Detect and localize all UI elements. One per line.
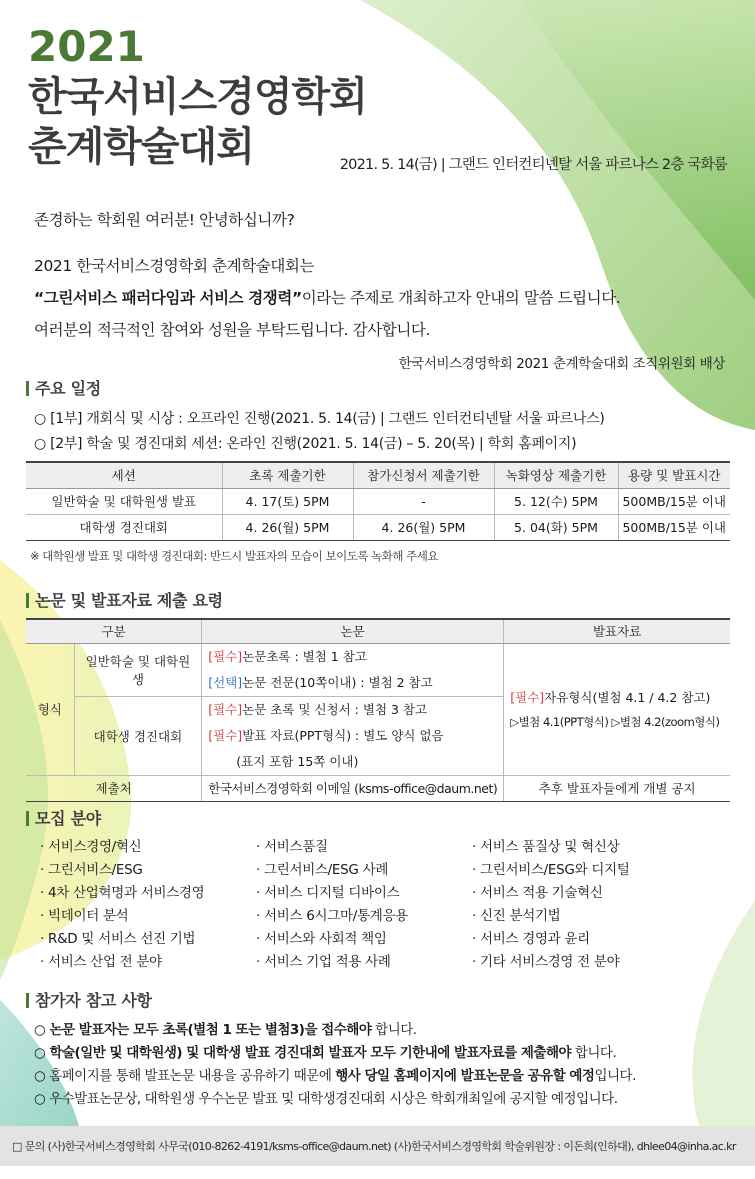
table-header: 참가신청서 제출기한 (353, 462, 494, 488)
section-bar (26, 993, 29, 1008)
fields-column-1 (40, 836, 204, 974)
note-emphasis: 행사 당일 홈페이지에 발표논문을 공유할 예정 (335, 1068, 595, 1084)
table-header: 구분 (26, 619, 202, 643)
optional-tag: [선택] (208, 674, 243, 690)
list-item: · 서비스품질 (256, 839, 328, 855)
section-bar (26, 593, 29, 608)
format-label: 형식 (26, 643, 74, 775)
greeting-line3 (34, 286, 620, 308)
table-row (26, 488, 730, 514)
list-item: · 서비스 기업 적용 사례 (256, 954, 391, 970)
table-header: 발표자료 (504, 619, 730, 643)
note-emphasis: ○ 논문 발표자는 모두 초록(별첨 1 또는 별첨3)을 접수해야 (34, 1022, 372, 1038)
table-header: 녹화영상 제출기한 (494, 462, 618, 488)
table-cell: 일반학술 및 대학원생 발표 (26, 488, 222, 514)
table-row (26, 643, 730, 696)
required-tag: [필수] (208, 648, 243, 664)
table-cell: 500MB/15분 이내 (618, 488, 730, 514)
list-item: · 서비스경영/혁신 (40, 839, 142, 855)
table-header: 초록 제출기한 (222, 462, 353, 488)
schedule-heading (26, 376, 101, 399)
presentation-cell (504, 643, 730, 775)
student-paper-cell (202, 696, 504, 775)
participants-heading-text: 참가자 참고 사항 (35, 991, 152, 1010)
fields-heading-text: 모집 분야 (35, 809, 101, 828)
recording-note: ※ 대학원생 발표 및 대학생 경진대회: 반드시 발표자의 모습이 보이도록 녹화해 주세요 (30, 549, 438, 563)
table-header: 세션 (26, 462, 222, 488)
table-header: 용량 및 발표시간 (618, 462, 730, 488)
participants-heading (26, 988, 152, 1011)
event-year: 2021 (28, 22, 145, 71)
participant-note-2 (34, 1041, 616, 1061)
table-row (26, 514, 730, 540)
list-item: · 신진 분석기법 (472, 908, 561, 924)
list-item: · 그린서비스/ESG 사례 (256, 862, 389, 878)
submission-heading (26, 588, 223, 611)
table-cell: 5. 04(화) 5PM (494, 514, 618, 540)
table-header: 논문 (202, 619, 504, 643)
fields-heading (26, 806, 101, 829)
student-page-limit: (표지 포함 15쪽 이내) (236, 753, 359, 769)
event-date-venue: 2021. 5. 14(금) | 그랜드 인터컨티넨탈 서울 파르나스 2층 국화룸 (339, 157, 727, 173)
table-row (26, 775, 730, 801)
conference-theme: “그린서비스 패러다임과 서비스 경쟁력” (34, 289, 302, 307)
general-paper-cell (202, 643, 504, 696)
table-cell: 5. 12(수) 5PM (494, 488, 618, 514)
fields-column-3 (472, 836, 630, 974)
list-item: · 기타 서비스경영 전 분야 (472, 954, 620, 970)
table-header-row (26, 462, 730, 488)
table-cell: 4. 17(토) 5PM (222, 488, 353, 514)
greeting-line4: 여러분의 적극적인 참여와 성원을 부탁드립니다. 감사합니다. (34, 321, 431, 339)
schedule-part2: ○ [2부] 학술 및 경진대회 세션: 온라인 진행(2021. 5. 14(금) – 5. 20(목) | 학회 홈페이지) (34, 436, 577, 452)
participant-note-3 (34, 1064, 636, 1084)
greeting-line3-rest: 이라는 주제로 개최하고자 안내의 말씀 드립니다. (301, 289, 621, 307)
required-tag: [필수] (208, 701, 243, 717)
participant-note-4: ○ 우수발표논문상, 대학원생 우수논문 발표 및 대학생경진대회 시상은 학회개최일에 공지할 예정입니다. (34, 1091, 618, 1107)
list-item: · 서비스 경영과 윤리 (472, 931, 590, 947)
submission-table (26, 618, 730, 802)
schedule-part1: ○ [1부] 개회식 및 시상 : 오프라인 진행(2021. 5. 14(금) | 그랜드 인터컨티넨탈 서울 파르나스) (34, 411, 605, 427)
list-item: · 4차 산업혁명과 서비스경영 (40, 885, 205, 901)
event-title-line1: 한국서비스경영학회 (28, 74, 367, 120)
participant-note-1 (34, 1018, 417, 1038)
list-item: · 그린서비스/ESG와 디지털 (472, 862, 630, 878)
contact-info: □ 문의 (사)한국서비스경영학회 사무국(010-8262-4191/ksms-office@daum.net) (사)한국서비스경영학회 학술위원장 : 이돈희(인하대), dhlee04@inha.ac.kr (12, 1140, 736, 1153)
research-fields (40, 836, 730, 976)
list-item: · 서비스 6시그마/통계응용 (256, 908, 408, 924)
table-cell: 4. 26(월) 5PM (353, 514, 494, 540)
list-item: · 서비스 품질상 및 혁신상 (472, 839, 620, 855)
student-category: 대학생 경진대회 (74, 696, 202, 775)
submission-heading-text: 논문 및 발표자료 제출 요령 (35, 591, 223, 610)
table-cell: 500MB/15분 이내 (618, 514, 730, 540)
general-optional-text: 논문 전문(10쪽이내) : 별첨 2 참고 (242, 674, 433, 690)
general-category: 일반학술 및 대학원생 (74, 643, 202, 696)
schedule-heading-text: 주요 일정 (35, 379, 101, 398)
list-item: · 서비스와 사회적 책임 (256, 931, 387, 947)
table-cell: 대학생 경진대회 (26, 514, 222, 540)
destination-paper: 한국서비스경영학회 이메일 (ksms-office@daum.net) (202, 775, 504, 801)
section-bar (26, 811, 29, 826)
fields-column-2 (256, 836, 408, 974)
list-item: · 서비스 디지털 디바이스 (256, 885, 400, 901)
deadline-table (26, 461, 730, 541)
list-item: · 서비스 산업 전 분야 (40, 954, 162, 970)
organizer-signature: 한국서비스경영학회 2021 춘계학술대회 조직위원회 배상 (398, 356, 725, 372)
general-required-text: 논문초록 : 별첨 1 참고 (242, 648, 367, 664)
greeting-line1: 존경하는 학회원 여러분! 안녕하십니까? (34, 211, 295, 229)
greeting-line2: 2021 한국서비스경영학회 춘계학술대회는 (34, 257, 315, 275)
student-required-text1: 논문 초록 및 신청서 : 별첨 3 참고 (242, 701, 428, 717)
section-bar (26, 381, 29, 396)
student-required-line2 (208, 723, 497, 749)
note-text: 합니다. (371, 1022, 417, 1038)
list-item: · R&D 및 서비스 선진 기법 (40, 931, 196, 947)
note-text: 입니다. (594, 1068, 636, 1084)
note-text: ○ 홈페이지를 통해 발표논문 내용을 공유하기 때문에 (34, 1068, 336, 1084)
required-tag: [필수] (208, 727, 243, 743)
student-required-text2: 발표 자료(PPT형식) : 별도 양식 없음 (242, 727, 444, 743)
event-title-line2: 춘계학술대회 (28, 124, 254, 170)
note-text: 합니다. (571, 1045, 617, 1061)
list-item: · 빅데이터 분석 (40, 908, 129, 924)
presentation-required-text: 자유형식(별첨 4.1 / 4.2 참고) (544, 690, 711, 705)
table-cell: 4. 26(월) 5PM (222, 514, 353, 540)
list-item: · 그린서비스/ESG (40, 862, 143, 878)
destination-presentation: 추후 발표자들에게 개별 공지 (504, 775, 730, 801)
presentation-required-line (510, 685, 724, 711)
general-required-line (208, 644, 497, 670)
general-optional-line (208, 670, 497, 696)
list-item: · 서비스 적용 기술혁신 (472, 885, 603, 901)
destination-label: 제출처 (26, 775, 202, 801)
presentation-attachments: ▷별첨 4.1(PPT형식) ▷별첨 4.2(zoom형식) (510, 715, 720, 729)
table-cell: - (353, 488, 494, 514)
note-emphasis: ○ 학술(일반 및 대학원생) 및 대학생 발표 경진대회 발표자 모두 기한내에 발표자료를 제출해야 (34, 1045, 572, 1061)
table-header-row (26, 619, 730, 643)
student-required-line1 (208, 697, 497, 723)
required-tag: [필수] (510, 690, 545, 705)
contact-footer (0, 1126, 755, 1166)
